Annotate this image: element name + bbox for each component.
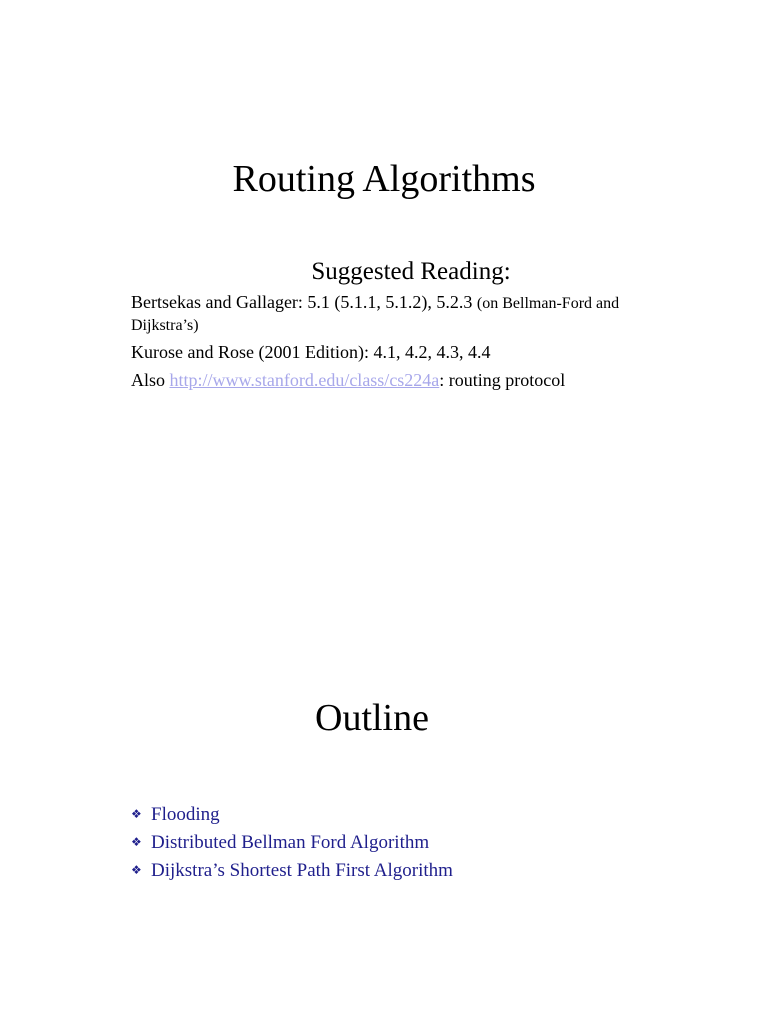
outline-item-label: Distributed Bellman Ford Algorithm — [151, 832, 430, 853]
reading-also-suffix: : routing protocol — [439, 370, 566, 390]
diamond-bullet-icon: ❖ — [131, 863, 142, 877]
suggested-reading-heading: Suggested Reading: — [311, 258, 511, 285]
outline-item-dijkstra — [131, 859, 453, 887]
diamond-bullet-icon: ❖ — [131, 807, 142, 821]
reading-bertsekas-continuation: Dijkstra’s) — [131, 317, 199, 334]
outline-item-bellman-ford — [131, 831, 453, 859]
outline-item-flooding — [131, 803, 453, 831]
slide-title-outline: Outline — [315, 697, 429, 739]
reading-bertsekas-main: Bertsekas and Gallager: 5.1 (5.1.1, 5.1.2), 5.2.3 — [131, 292, 473, 312]
reading-also-link-line — [131, 369, 565, 391]
outline-item-label: Flooding — [151, 804, 220, 825]
outline-item-label: Dijkstra’s Shortest Path First Algorithm — [151, 860, 453, 881]
stanford-cs224a-link[interactable]: http://www.stanford.edu/class/cs224a — [169, 370, 440, 390]
outline-list — [131, 803, 453, 887]
reading-bertsekas-note: (on Bellman-Ford and — [476, 295, 620, 312]
slide-title-routing-algorithms: Routing Algorithms — [232, 158, 536, 200]
reading-bertsekas-gallager — [131, 291, 619, 315]
reading-also-prefix: Also — [131, 370, 166, 390]
diamond-bullet-icon: ❖ — [131, 835, 142, 849]
reading-kurose-rose: Kurose and Rose (2001 Edition): 4.1, 4.2, 4.3, 4.4 — [131, 342, 491, 362]
